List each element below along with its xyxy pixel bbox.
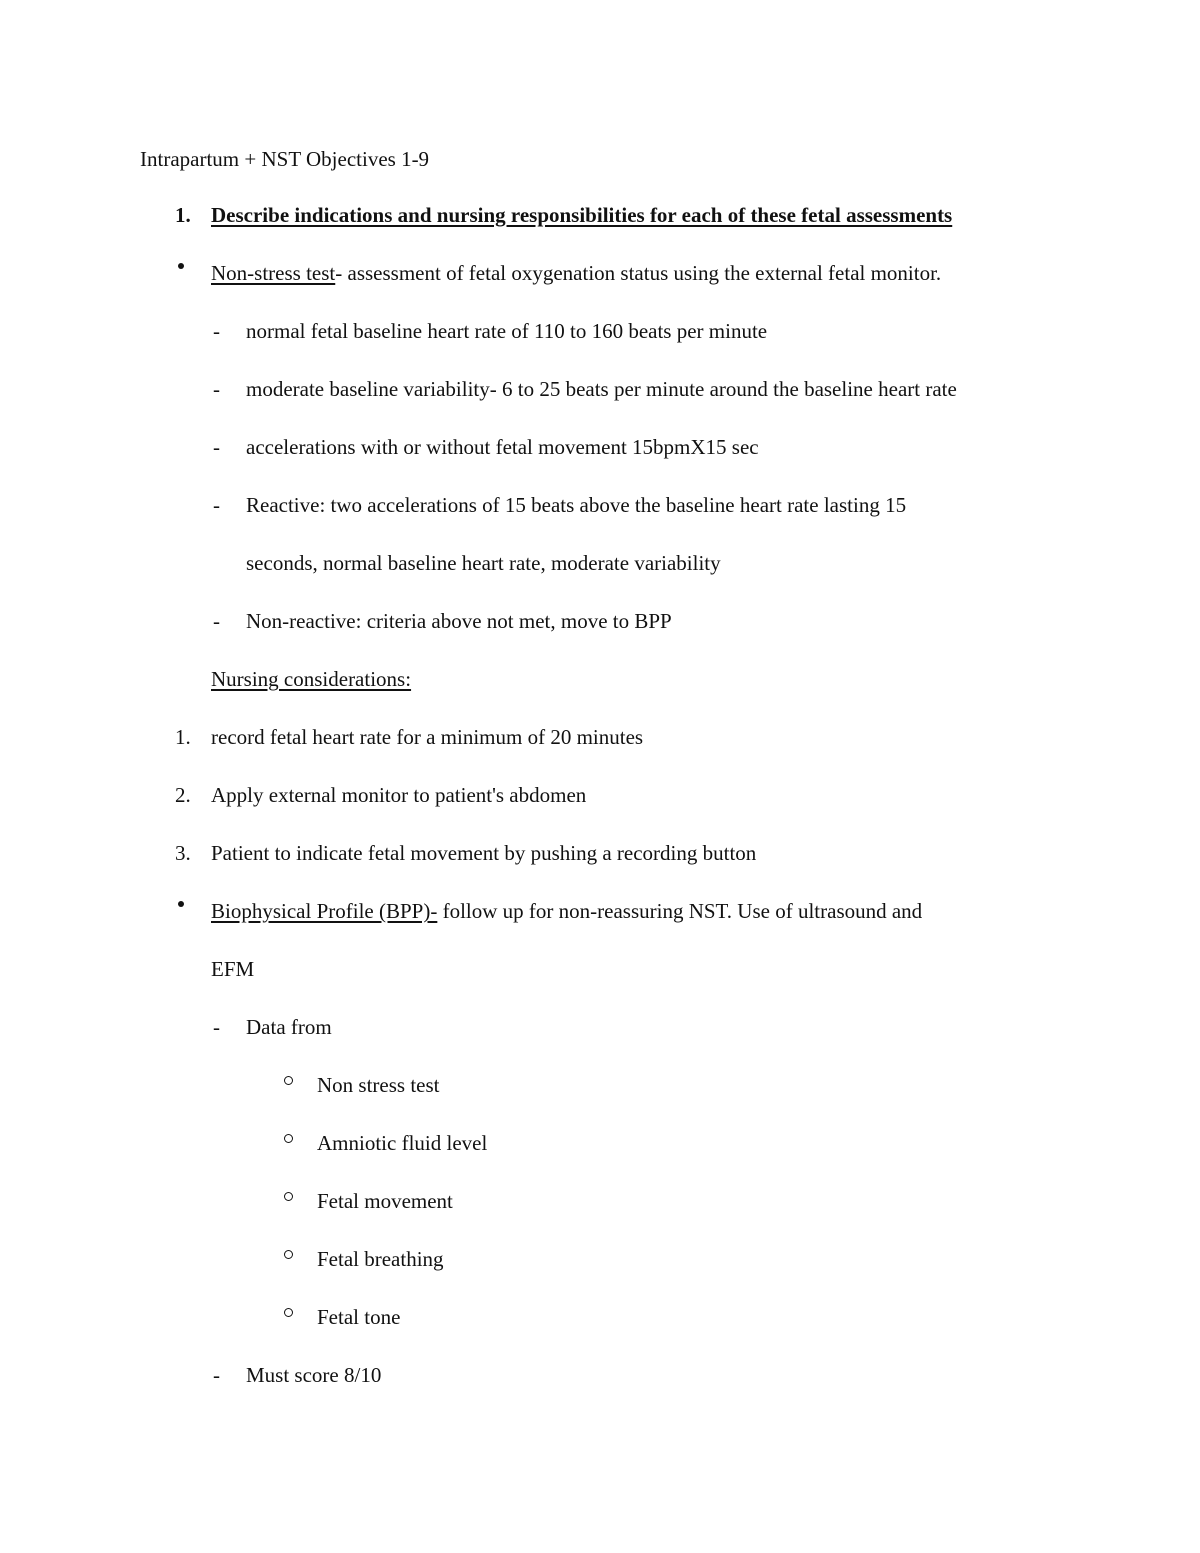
bpp-component: Fetal tone (317, 1305, 401, 1329)
nst-item-accelerations: accelerations with or without fetal movement 15bpmX15 sec (246, 435, 759, 459)
bpp-label: Biophysical Profile (BPP)- (211, 899, 438, 923)
bpp-score-requirement: Must score 8/10 (246, 1363, 382, 1387)
nst-item-variability: moderate baseline variability- 6 to 25 beats per minute around the baseline heart rate (246, 377, 957, 401)
bpp-data-from: Data from (246, 1015, 332, 1039)
circle-bullet-icon (284, 1308, 293, 1317)
dash-marker: - (213, 1015, 220, 1039)
objective-heading: Describe indications and nursing responsibilities for each of these fetal assessments (211, 203, 953, 227)
bpp-component: Fetal movement (317, 1189, 453, 1213)
consideration-number: 1. (175, 725, 191, 749)
dash-marker: - (213, 435, 220, 459)
consideration-number: 3. (175, 841, 191, 865)
bpp-description-cont: EFM (211, 957, 255, 981)
dash-marker: - (213, 609, 220, 633)
consideration-item: record fetal heart rate for a minimum of 20 minutes (211, 725, 644, 749)
objective-number: 1. (175, 203, 191, 227)
dash-marker: - (213, 319, 220, 343)
nst-item-nonreactive: Non-reactive: criteria above not met, move to BPP (246, 609, 672, 633)
circle-bullet-icon (284, 1192, 293, 1201)
bpp-description: follow up for non-reassuring NST. Use of ultrasound and (437, 899, 923, 923)
dash-marker: - (213, 1363, 220, 1387)
page-title: Intrapartum + NST Objectives 1-9 (140, 147, 430, 171)
circle-bullet-icon (284, 1076, 293, 1085)
bpp-line (211, 897, 922, 925)
dash-marker: - (213, 377, 220, 401)
consideration-item: Patient to indicate fetal movement by pushing a recording button (211, 841, 757, 865)
nst-item-baseline: normal fetal baseline heart rate of 110 to 160 beats per minute (246, 319, 768, 343)
bpp-component: Amniotic fluid level (317, 1131, 488, 1155)
circle-bullet-icon (284, 1250, 293, 1259)
nst-label: Non-stress test (211, 261, 336, 285)
consideration-number: 2. (175, 783, 191, 807)
nst-description: - assessment of fetal oxygenation status using the external fetal monitor. (335, 261, 942, 285)
dash-marker: - (213, 493, 220, 517)
nst-item-reactive: Reactive: two accelerations of 15 beats above the baseline heart rate lasting 15 (246, 493, 907, 517)
consideration-item: Apply external monitor to patient's abdomen (211, 783, 587, 807)
bullet-icon (178, 901, 184, 907)
bpp-component: Fetal breathing (317, 1247, 444, 1271)
nst-line (211, 259, 941, 287)
nst-item-reactive-cont: seconds, normal baseline heart rate, moderate variability (246, 551, 721, 575)
bullet-icon (178, 263, 184, 269)
nursing-considerations-heading: Nursing considerations: (211, 667, 412, 691)
bpp-component: Non stress test (317, 1073, 440, 1097)
circle-bullet-icon (284, 1134, 293, 1143)
